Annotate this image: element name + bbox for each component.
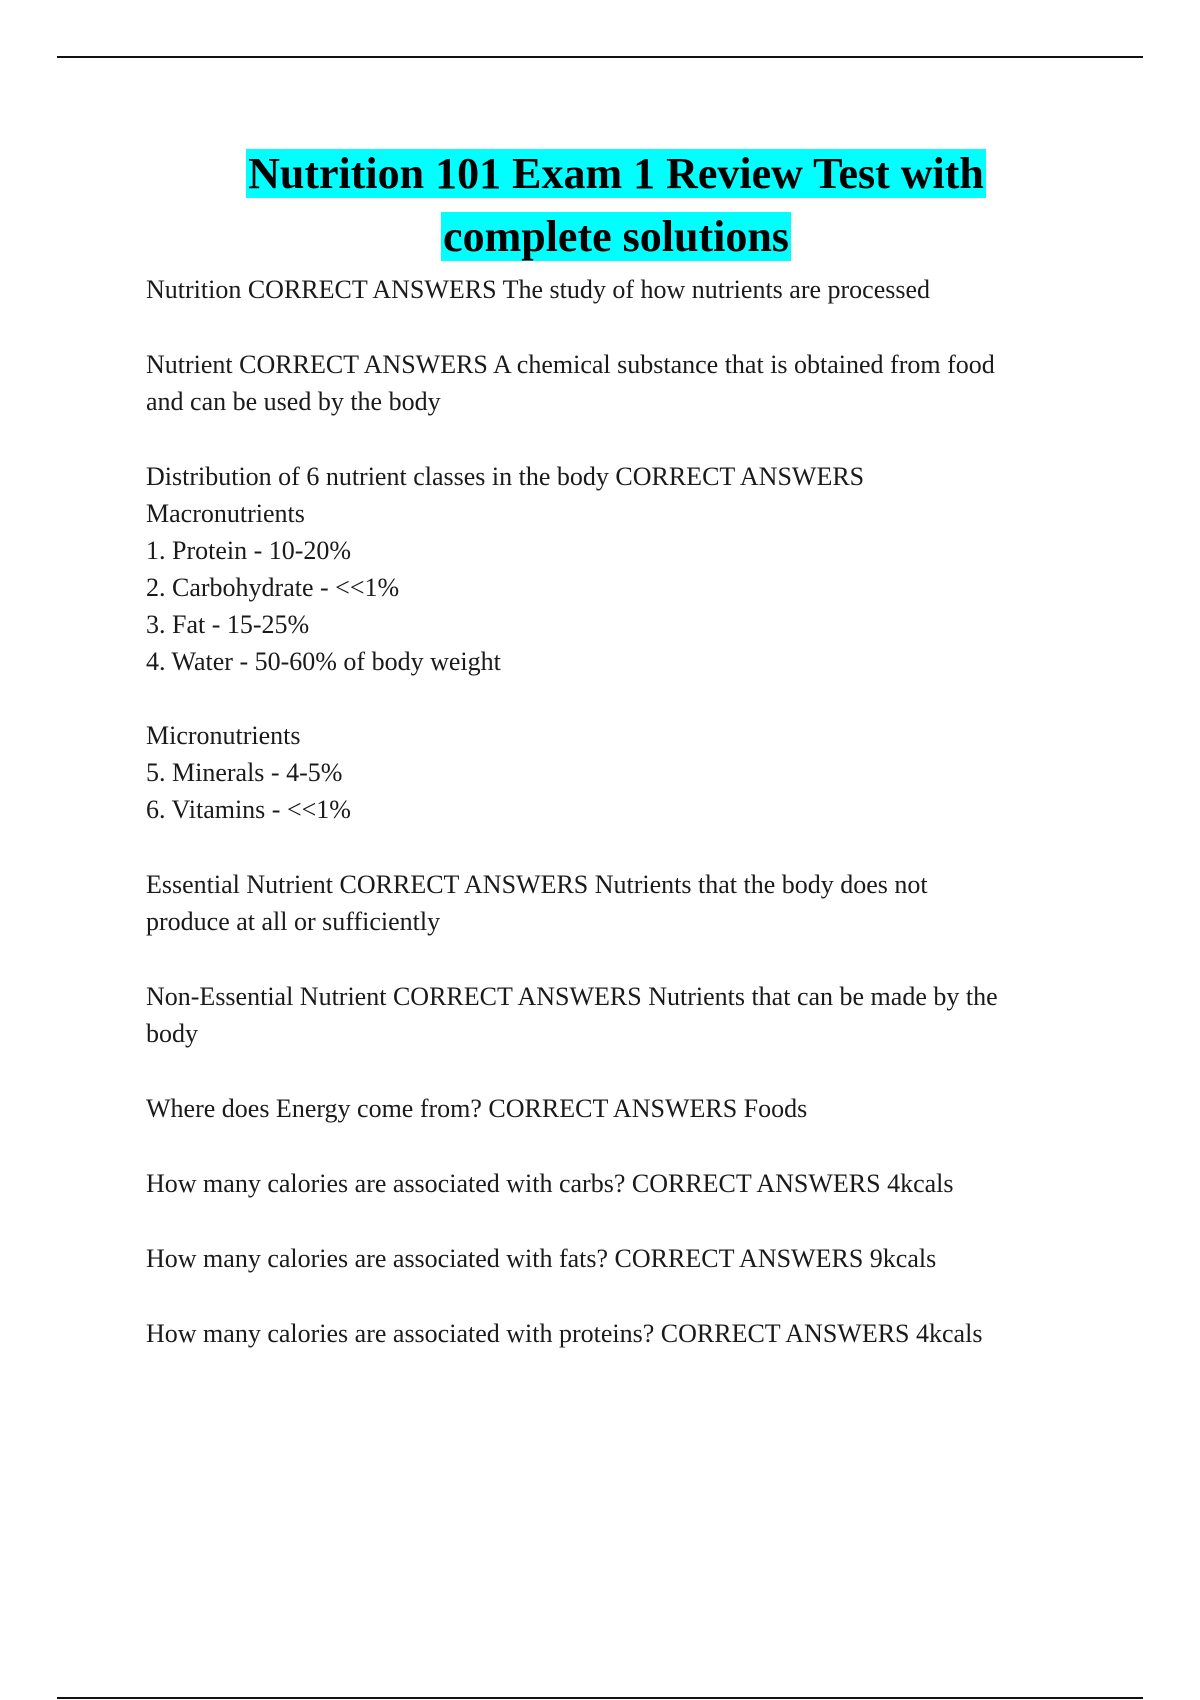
qa-line: 3. Fat - 15-25% [146, 610, 310, 639]
qa-entry [146, 978, 1086, 1052]
qa-entry [146, 866, 1086, 940]
qa-line: How many calories are associated with fats? CORRECT ANSWERS 9kcals [146, 1244, 937, 1273]
qa-entry [146, 1240, 1086, 1277]
top-rule [57, 56, 1143, 58]
qa-line: and can be used by the body [146, 387, 441, 416]
title-line-1: Nutrition 101 Exam 1 Review Test with [248, 149, 984, 198]
document-title [146, 142, 1086, 268]
qa-line: produce at all or sufficiently [146, 907, 441, 936]
qa-line: 6. Vitamins - <<1% [146, 795, 351, 824]
bottom-rule [57, 1697, 1143, 1699]
qa-line: Macronutrients [146, 499, 305, 528]
qa-line: How many calories are associated with proteins? CORRECT ANSWERS 4kcals [146, 1319, 983, 1348]
qa-line: How many calories are associated with carbs? CORRECT ANSWERS 4kcals [146, 1169, 954, 1198]
qa-line: Essential Nutrient CORRECT ANSWERS Nutrients that the body does not [146, 870, 928, 899]
qa-line: 5. Minerals - 4-5% [146, 758, 343, 787]
qa-list [146, 271, 1086, 1352]
qa-line: Where does Energy come from? CORRECT ANSWERS Foods [146, 1094, 808, 1123]
qa-line: Nutrition CORRECT ANSWERS The study of how nutrients are processed [146, 275, 931, 304]
qa-entry [146, 1165, 1086, 1202]
qa-entry [146, 346, 1086, 420]
qa-entry [146, 1090, 1086, 1127]
qa-entry [146, 271, 1086, 308]
qa-line: Non-Essential Nutrient CORRECT ANSWERS Nutrients that can be made by the [146, 982, 998, 1011]
qa-line: 2. Carbohydrate - <<1% [146, 573, 400, 602]
qa-line: body [146, 1019, 198, 1048]
qa-entry [146, 458, 1086, 828]
qa-line: Micronutrients [146, 721, 301, 750]
blank-line [146, 680, 1086, 717]
title-line-2: complete solutions [443, 212, 789, 261]
qa-line: 1. Protein - 10-20% [146, 536, 352, 565]
qa-line: 4. Water - 50-60% of body weight [146, 647, 501, 676]
document-page [146, 142, 1086, 1390]
qa-entry [146, 1315, 1086, 1352]
qa-line: Distribution of 6 nutrient classes in the body CORRECT ANSWERS [146, 462, 865, 491]
qa-line: Nutrient CORRECT ANSWERS A chemical substance that is obtained from food [146, 350, 995, 379]
